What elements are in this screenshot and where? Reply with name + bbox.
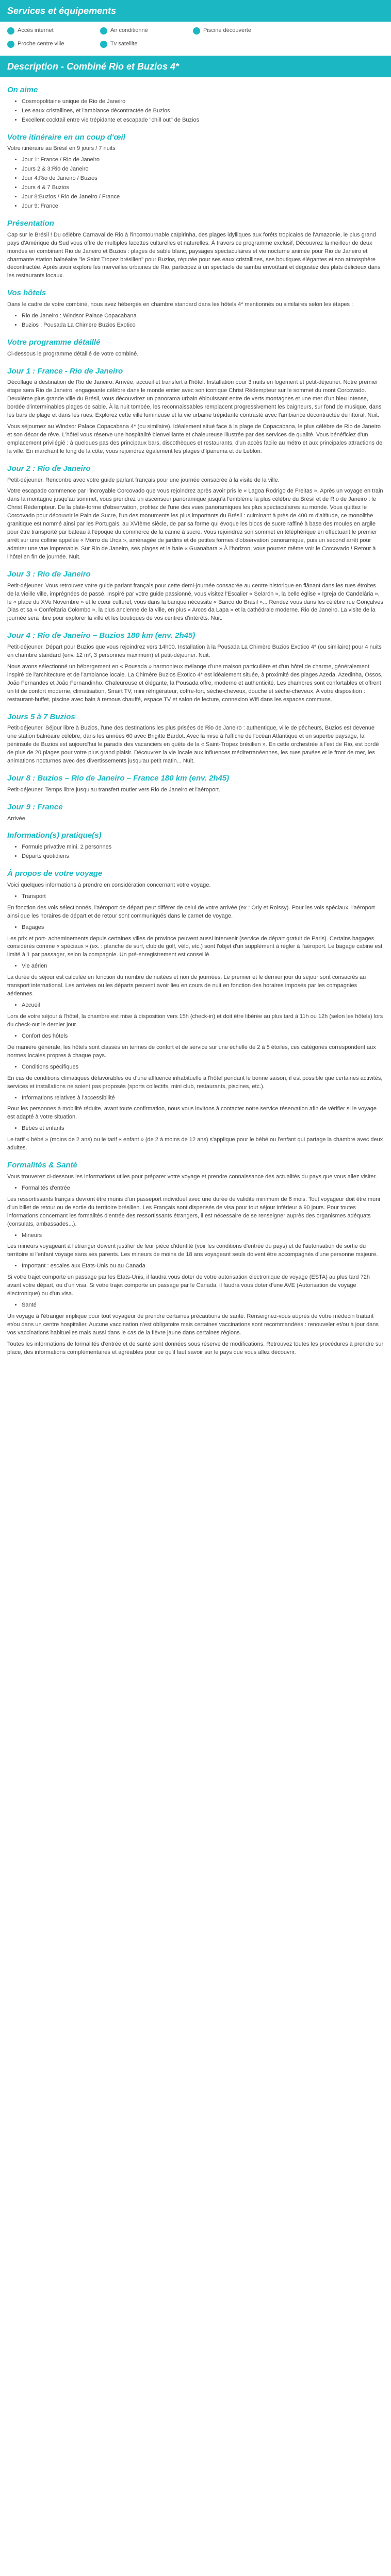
footer-text: Toutes les informations de formalités d'entrée et de santé sont données sous réserve de modifications. Retrouvez toutes les procédures à prendre sur place, des informations complémentaires et agréables pour ce qu'il faut savoir sur le pays que vous allez découvrir. — [7, 1341, 384, 1355]
service-item — [7, 40, 95, 48]
description-title: Description - Combiné Rio et Buzios 4* — [0, 56, 391, 77]
apropos-title: À propos de votre voyage — [7, 869, 103, 878]
item-text: En fonction des vols sélectionnés, l'aéroport de départ peut différer de celui de votre arrivée (ex : Orly et Roissy). Pour les vols spéciaux, l'aéroport ainsi que les horaires de départ et de retour sont communiqués dans le carnet de voyage. — [7, 904, 375, 919]
list-item: • Excellent cocktail entre vie trépidante et escapade "chill out" de Buzios — [22, 116, 384, 125]
list-item: • Jour 1: France / Rio de Janeiro — [22, 156, 384, 164]
list-item: • Jour 8:Buzios / Rio de Janeiro / France — [22, 193, 384, 201]
services-grid — [0, 22, 391, 56]
summary-list — [7, 98, 384, 125]
item-label-list — [7, 1002, 384, 1010]
item-label: • Mineurs — [22, 1232, 384, 1240]
item-label: • Informations relatives à l'accessibilité — [22, 1094, 384, 1103]
item-text: Pour les personnes à mobilité réduite, avant toute confirmation, nous vous invitons à contacter notre service réservation afin de vérifier si le voyage est adapté à votre situation. — [7, 1106, 377, 1121]
list-item: • Jour 4:Rio de Janeiro / Buzios — [22, 175, 384, 183]
day-title: Jour 3 : Rio de Janeiro — [7, 569, 91, 579]
service-label: Accès internet — [18, 27, 54, 34]
service-icon — [7, 27, 14, 35]
item-label: • Conditions spécifiques — [22, 1063, 384, 1072]
description-body — [0, 84, 391, 1357]
apropos-items — [7, 893, 384, 1153]
list-item: • Départs quotidiens — [22, 853, 384, 861]
service-item — [7, 27, 95, 35]
item-label-list — [7, 1063, 384, 1072]
item-text: La durée du séjour est calculée en fonction du nombre de nuitées et non de journées. Le premier et le dernier jour du séjour sont consacrés au transport international. Les arrivées ou les départs peuvent avoir lieu en cours de nuit en fonction des horaires imposés par les compagnies aériennes. — [7, 974, 366, 997]
service-label: Air conditionné — [110, 27, 148, 34]
item-label-list — [7, 1232, 384, 1240]
hotels-title: Vos hôtels — [7, 289, 46, 298]
item-label-list — [7, 1032, 384, 1041]
day-extra: Vous séjournez au Windsor Palace Copacabana 4* (ou similaire). Idéalement situé face à la plage de Copacabana, le plus célèbre de Rio de Janeiro et son décor de rêve. L'hôtel vous réserve une hospitalité bienveillante et chaleureuse illustrée par des services de qualité. Vous bénéficiez d'un emplacement privilégié : à quelques pas des principaux bars, discothèques et restaurants, d'un accès facile au métro et aux principales attractions de la ville. En marchant le long de la côte, vous rejoindrez également les plages d'Ipanema et de Leblon. — [7, 423, 383, 454]
itinerary-intro: Votre itinéraire au Brésil en 9 jours / 7 nuits — [7, 145, 116, 152]
day-title: Jour 8 : Buzios – Rio de Janeiro – France 180 km (env. 2h45) — [7, 774, 230, 783]
day-text: Décollage à destination de Rio de Janeiro. Arrivée, accueil et transfert à l'hôtel. Installation pour 3 nuits en logement et petit-déjeuner. Notre premier étape sera Rio de Janeiro, engageante célèbre dans le monde entier avec son iconique Christ Rédempteur sur le sommet du mont Corcovado. Deuxième plus grande ville du Brésil, vous découvrirez un panorama urbain éblouissant entre de verts montagnes et une mer d'un bleu intense, bordée d'interminables plages de sable. À la nuit tombée, les reconnaissables remplacent progressivement les baigneurs, sur fond de musique, dans les bars de plage et dans les rues. Explorez cette ville lumineuse et la vie urbaine trépidante contrasté avec l'ambiance décontractée du littoral. Nuit. — [7, 379, 382, 419]
list-item: • Rio de Janeiro : Windsor Palace Copacabana — [22, 312, 384, 320]
day-text: Petit-déjeuner. Séjour libre à Buzios, l'une des destinations les plus prisées de Rio de Janeiro : authentique, ville de pêcheurs, Buzios est devenue une station balnéaire célèbre, dans les années 60 avec Brigitte Bardot. Avec la mise à l'affiche de l'océan Atlantique et un superbe paysage, la péninsule de Buzios est aujourd'hui le paradis des vacanciers en quête de la « Saint-Tropez brésilien ». En cette orchestrée à l'est de Rio, est bordé de plus de 20 plages pour votre plus grand plaisir. Découvrez la vie locale aux influences méditerranéennes, les rues pavées et le front de mer, les animations nocturnes avec des divertissements jusqu'au petit matin... Nuit. — [7, 725, 379, 765]
list-item: • Les eaux cristallines, et l'ambiance décontractée de Buzios — [22, 107, 384, 115]
day-title: Jours 5 à 7 Buzios — [7, 712, 75, 721]
services-title: Services et équipements — [0, 0, 391, 22]
item-label: • Formalités d'entrée — [22, 1184, 384, 1193]
day-text: Petit-déjeuner. Départ pour Buzios que vous rejoindrez vers 14h00. Installation à la Pousada La Chimère Buzios Exotico 4* (ou similaire) pour 4 nuits en chambre standard (env. 12 m², 3 personnes maximum) et petit-déjeuner. Nuit. — [7, 644, 382, 658]
days — [7, 366, 384, 823]
itinerary-title: Votre itinéraire en un coup d'œil — [7, 132, 125, 142]
item-text: Lors de votre séjour à l'hôtel, la chambre est mise à disposition vers 15h (check-in) et doit être libérée au plus tard à 11h ou 12h (selon les hôtels) lors du check-out le dernier jour. — [7, 1013, 383, 1028]
day-title: Jour 1 : France - Rio de Janeiro — [7, 366, 123, 376]
service-icon — [100, 27, 107, 35]
item-label: • Vie aérien — [22, 962, 384, 971]
day-title: Jour 9 : France — [7, 802, 63, 811]
presentation-title: Présentation — [7, 218, 54, 228]
day-text: Petit-déjeuner. Vous retrouvez votre guide parlant français pour cette demi-journée consacrée au centre historique en flânant dans les rues étroites de la vieille ville, imprégnées de passé. Inspiré par votre guide passionné, vous visitez l'Escalier « Selarón », la belle église « Igreja de Candelária », le « place du XVe Novembre » et le cœur culturel, vous dans la banque nécessite « Banco do Brasil »... Rendez vous dans les célèbre rue Gonçalves Dias et sa « Confeitaria Colombo », la plus ancienne de la ville, en plus « Arcos da Lapa » et la cathédrale moderne. Rio de Janeiro. La visite de la journée sera libre pour explorer la ville et les boutiques de vos centres d'intérêts. Nuit. — [7, 582, 383, 622]
service-label: Piscine découverte — [203, 27, 251, 34]
service-label: Proche centre ville — [18, 41, 64, 47]
item-label-list — [7, 1094, 384, 1103]
list-item: • Buzios : Pousada La Chimère Buzios Exotico — [22, 321, 384, 330]
item-label-list — [7, 893, 384, 901]
item-label: • Transport — [22, 893, 384, 901]
detailed-title: Votre programme détaillé — [7, 337, 101, 347]
summary-title: On aime — [7, 86, 38, 95]
list-item: • Jours 2 & 3:Rio de Janeiro — [22, 165, 384, 174]
service-item — [100, 40, 188, 48]
formalities-items — [7, 1184, 384, 1337]
item-label-list — [7, 1301, 384, 1310]
service-icon — [100, 41, 107, 48]
service-item — [193, 27, 281, 35]
item-text: Les ressortissants français devront être munis d'un passeport individuel avec une durée de validité minimum de 6 mois. Tout voyageur doit être muni d'un billet de retour ou de sortie du territoire brésilien. Les Français sont dispensés de visa pour tout séjour inférieur à 90 jours. Pour toutes informations concernant les formalités d'entrée des ressortissants étrangers, il est nécessaire de se renseigner auprès des organismes adéquats (consulats, ambassades...). — [7, 1196, 380, 1227]
day-text: Petit-déjeuner. Rencontre avec votre guide parlant français pour une journée consacrée à la visite de la ville. — [7, 477, 280, 483]
list-item: • Formule privative mini. 2 personnes — [22, 843, 384, 852]
detailed-intro: Ci-dessous le programme détaillé de votre combiné. — [7, 350, 139, 357]
item-label: • Accueil — [22, 1002, 384, 1010]
info-title: Information(s) pratique(s) — [7, 831, 102, 840]
formalities-intro: Vous trouverez ci-dessous les informations utiles pour préparer votre voyage et prendre connaissance des actualités du pays que vous allez visiter. — [7, 1173, 377, 1180]
item-label-list — [7, 962, 384, 971]
day-text: Petit-déjeuner. Temps libre jusqu'au transfert routier vers Rio de Janeiro et l'aéroport. — [7, 786, 221, 793]
item-text: Un voyage à l'étranger implique pour tout voyageur de prendre certaines précautions de santé. Renseignez-vous auprès de votre médecin traitant et/ou dans un centre hospitalier. Aucune vaccination n'est obligatoire mais certaines vaccinations sont recommandées : renouveler et/ou à jour dans vos vaccinations habituelles mais aussi dans le cas de la fièvre jaune dans certaines régions. — [7, 1313, 379, 1336]
item-text: De manière générale, les hôtels sont classés en termes de confort et de service sur une échelle de 2 à 5 étoiles, ces catégories correspondent aux normes locales propres à chaque pays. — [7, 1044, 376, 1059]
item-text: Les mineurs voyageant à l'étranger doivent justifier de leur pièce d'identité (voir les conditions d'entrée du pays) et de l'autorisation de sortie du territoire si l'enfant voyage sans ses parents. Les mineurs de moins de 18 ans voyageant seuls doivent être accompagnés d'une personne majeure. — [7, 1243, 378, 1258]
list-item: • Jour 9: France — [22, 202, 384, 211]
day-extra: Nous avons sélectionné un hébergement en « Pousada » harmonieux mélange d'une maison particulière et d'un hôtel de charme, généralement inspiré de l'architecture et de l'ambiance locale. La Chimère Buzios Exotico 4* est idéalement située, à proximité des plages Azeda, Azedinha, Ossos, João Fernandes et João Fernandinho. Chaleureuse et élégante, la Pousada offre, moderne et authenticité. Les chambres sont confortables et offrent un lit de confort moderne, climatisation, Smart TV, mini réfrigérateur, coffre-fort, sèche-cheveux, douche et sèche-cheveux. A votre disposition : restaurant-buffet, piscine avec bain à remous chauffé, espace TV et salon de lecture, connexion Wifi dans les espaces communs. — [7, 663, 383, 703]
item-text: En cas de conditions climatiques défavorables ou d'une affluence inhabituelle à l'hôtel pendant le bonne saison, il est possible que certaines activités, services et installations ne soient pas proposés (sports collectifs, mini club, restaurants, piscines, etc.). — [7, 1075, 383, 1090]
item-label-list — [7, 1125, 384, 1133]
hotels-list — [7, 312, 384, 330]
item-text: Le tarif « bébé » (moins de 2 ans) ou le tarif « enfant » (de 2 à moins de 12 ans) s'applique pour le bébé ou l'enfant qui partage la chambre avec deux adultes. — [7, 1137, 383, 1151]
apropos-intro: Voici quelques informations à prendre en considération concernant votre voyage. — [7, 882, 211, 888]
item-label: • Bagages — [22, 924, 384, 932]
itinerary-list — [7, 156, 384, 211]
info-list — [7, 843, 384, 861]
item-text: Si votre trajet comporte un passage par les Etats-Unis, il faudra vous doter de votre autorisation électronique de voyage (ESTA) au plus tard 72h avant votre départ, ou d'un visa. Si votre trajet comporte un passage par le Canada, il faudra vous doter d'une AVE (Autorisation de voyage électronique) ou d'un visa. — [7, 1274, 370, 1297]
item-label-list — [7, 924, 384, 932]
day-text: Arrivée. — [7, 815, 27, 822]
formalities-title: Formalités & Santé — [7, 1161, 77, 1170]
item-label-list — [7, 1262, 384, 1270]
item-text: Les prix et port- acheminements depuis certaines villes de province peuvent aussi intervenir (service de départ gratuit de Paris). Certains bagages considérés comme « spéciaux » (ex. : planche de surf, club de golf, vélo, etc.) sont l'objet d'un supplément à régler à l'aéroport. Le bagage cabine est limité à 1 par passager, selon la compagnie. Un pré-enregistrement est conseillé. — [7, 935, 383, 958]
hotels-intro: Dans le cadre de votre combiné, nous avez hébergés en chambre standard dans les hôtels 4* mentionnés ou similaires selon les étapes : — [7, 301, 353, 308]
day-title: Jour 4 : Rio de Janeiro – Buzios 180 km (env. 2h45) — [7, 631, 196, 640]
item-label: • Important : escales aux Etats-Unis ou au Canada — [22, 1262, 384, 1270]
day-extra: Votre escapade commence par l'incroyable Corcovado que vous rejoindrez après avoir pris le « Lagoa Rodrigo de Freitas ». Après un voyage en train dans la montagne jusqu'au sommet, vous prendrez un ascenseur panoramique jusqu'à l'emblème la plus célèbre du Brésil et de Rio de Janeiro : le Christ Rédempteur. De la plate-forme d'observation, profitez de l'une des vues panoramiques les plus spectaculaires au monde. Vous quittez le Corcovado pour découvrir le Pain de Sucre, l'un des monuments les plus importants du Brésil : culminant à près de 400 m d'altitude, ce monolithe granitique est nommé ainsi par les Portugais, au XVIème siècle, de par sa forme qui évoque les blocs de sucre raffiné à base des moules en argile pour être transporté par bateau à l'époque du commerce de la canne à sucre. Vous rejoindrez son sommet en téléphérique en effectuant le premier arrêt sur une colline appelée « Morro da Urca », aménagée de jardins et de petites formes d'observation panoramique, puis un second arrêt pour admirer une vue imprenable. Sur Rio de Janeiro, ses plages et la baie « Guanabara » À l'horizon, vous pourrez même voir le Corcovado ! Retour à l'hôtel en fin de journée. Nuit. — [7, 488, 383, 560]
service-label: Tv satellite — [110, 41, 138, 47]
item-label-list — [7, 1184, 384, 1193]
day-title: Jour 2 : Rio de Janeiro — [7, 464, 91, 473]
list-item: • Cosmopolitaine unique de Rio de Janeiro — [22, 98, 384, 106]
service-item — [100, 27, 188, 35]
service-icon — [193, 27, 200, 35]
list-item: • Jours 4 & 7 Buzios — [22, 184, 384, 192]
service-icon — [7, 41, 14, 48]
service-item — [286, 27, 373, 35]
item-label: • Santé — [22, 1301, 384, 1310]
item-label: • Bébés et enfants — [22, 1125, 384, 1133]
presentation-text: Cap sur le Brésil ! Du célèbre Carnaval de Rio à l'incontournable caïpirinha, des plages idylliques aux forêts tropicales de l'Amazonie, le plus grand pays d'Amérique du Sud vous offre de multiples facettes culturelles et naturelles. À travers ce programme exclusif, Découvrez la meilleur de deux mondes en combinant Rio de Janeiro et Buzios : plages de sable blanc, paysages spectaculaires et vie nocturne animée pour Rio de Janeiro et charmante station balnéaire "le Saint Tropez brésilien" pour Buzios, réputée pour ses eaux cristallines, ses boutiques élégantes et son atmosphère décontractée. Après avoir exploré les merveilles urbaines de Rio, participez à un spectacle de samba envoûtant et dégustez des plats délicieux dans les restaurants locaux. — [7, 231, 381, 279]
item-label: • Confort des hôtels — [22, 1032, 384, 1041]
